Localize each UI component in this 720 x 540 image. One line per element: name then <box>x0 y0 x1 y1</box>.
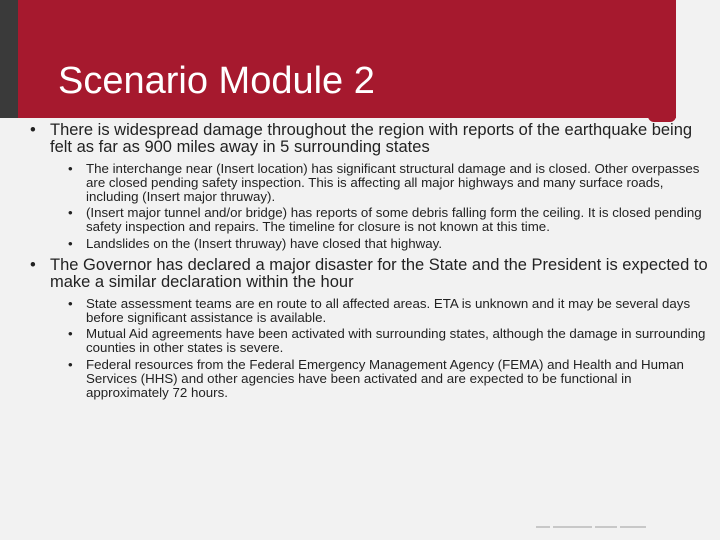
footer-logo-mark <box>536 524 646 529</box>
bullet-1-sublist <box>50 162 714 251</box>
sub-bullet: • (Insert major tunnel and/or bridge) has reports of some debris falling form the ceiling. It is closed pending safety inspection and repairs. The timeline for closure is not known at this time. <box>68 206 714 234</box>
slide-content <box>30 122 714 405</box>
sub-bullet: • The interchange near (Insert location) has significant structural damage and is closed. Other overpasses are closed pending safety inspection. This is affecting all major highways and many surface roads, including (Insert major thruway). <box>68 162 714 203</box>
sub-bullet: • Mutual Aid agreements have been activated with surrounding states, although the damage in surrounding counties in other states is severe. <box>68 327 714 355</box>
left-dark-strip <box>0 0 18 118</box>
sub-bullet: • Landslides on the (Insert thruway) have closed that highway. <box>68 237 714 251</box>
bullet-1 <box>30 122 714 251</box>
bullet-2 <box>30 257 714 400</box>
bullet-2-text: The Governor has declared a major disaster for the State and the President is expected to make a similar declaration within the hour <box>50 255 708 291</box>
bullet-list <box>30 122 714 399</box>
bullet-1-text: There is widespread damage throughout the region with reports of the earthquake being felt as far as 900 miles away in 5 surrounding states <box>50 121 693 156</box>
slide-title: Scenario Module 2 <box>58 60 375 102</box>
header-notch <box>648 108 676 122</box>
sub-bullet: • State assessment teams are en route to all affected areas. ETA is unknown and it may be several days before significant assistance is available. <box>68 297 714 325</box>
sub-bullet: • Federal resources from the Federal Emergency Management Agency (FEMA) and Health and Human Services (HHS) and other agencies have been activated and are expected to be functional in approximately 72 hours. <box>68 358 714 399</box>
bullet-2-sublist <box>50 297 714 400</box>
